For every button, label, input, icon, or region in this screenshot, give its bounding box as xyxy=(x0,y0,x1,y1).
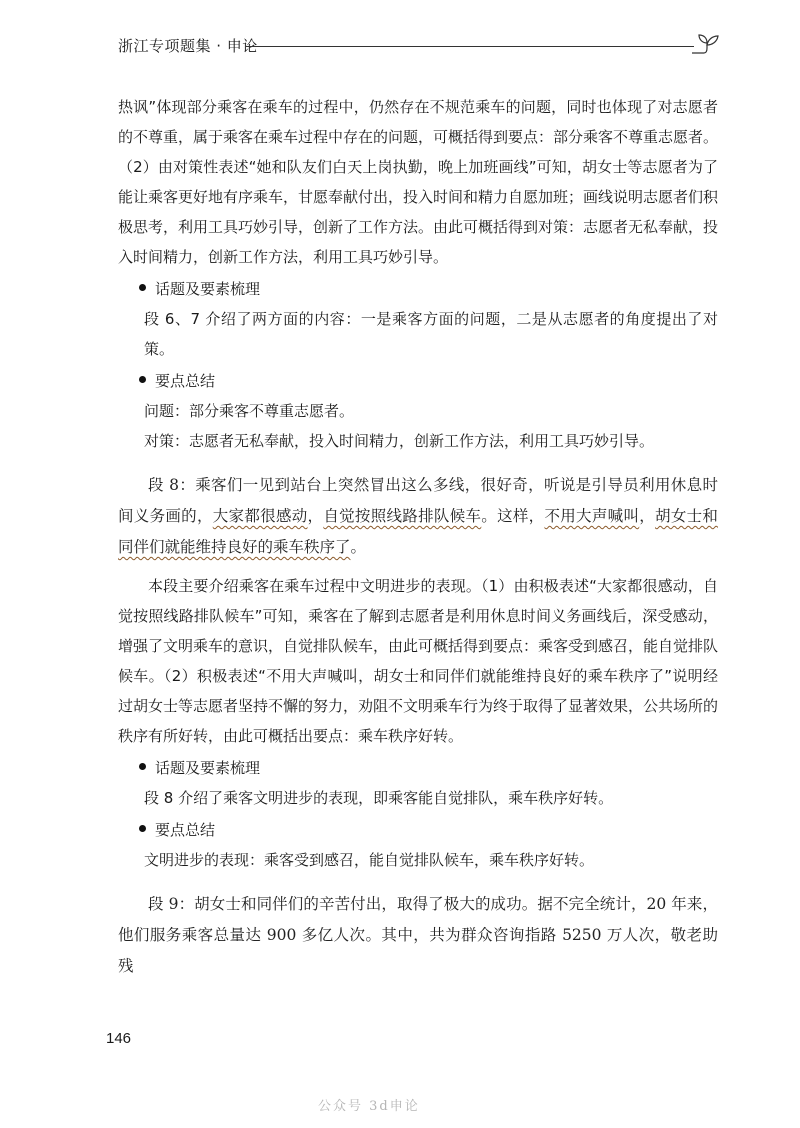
watermark: 公众号 3d申论 xyxy=(318,1099,420,1114)
source-paragraph-9: 段 9：胡女士和同伴们的辛苦付出，取得了极大的成功。据不完全统计，20 年来，他们服务乘客总量达 900 多亿人次。其中，共为群众咨询指路 5250 万人次，敬老助残 xyxy=(118,895,718,975)
para8-text: 段 8：乘客们一见到站台上突然冒出这么多线，很好奇，听说是引导员利用休息时间义务画的， xyxy=(118,476,718,525)
analysis-paragraph-6-7: 热讽”体现部分乘客在乘车的过程中，仍然存在不规范乘车的问题，同时也体现了对志愿者的不尊重，属于乘客在乘车过程中存在的问题，可概括得到要点：部分乘客不尊重志愿者。（2）由对策性表述“她和队友们白天上岗执勤，晚上加班画线”可知，胡女士等志愿者为了能让乘客更好地有序乘车，甘愿奉献付出，投入时间和精力自愿加班；画线说明志愿者们积极思考，利用工具巧妙引导，创新了工作方法。由此可概括得到对策：志愿者无私奉献，投入时间精力，创新工作方法，利用工具巧妙引导。 xyxy=(118,98,719,266)
topic-text: 段 6、7 介绍了两方面的内容：一是乘客方面的问题，二是从志愿者的角度提出了对策。 xyxy=(144,310,718,358)
bullet-topic-label: 话题及要素梳理 xyxy=(155,759,261,777)
header-rule xyxy=(246,46,694,47)
bullet-summary-label: 要点总结 xyxy=(155,821,216,839)
para8-text: 。 xyxy=(350,538,367,556)
source-paragraph-8 xyxy=(118,470,718,563)
para8-text: ， xyxy=(307,507,324,525)
bullet-dot-icon xyxy=(139,376,146,383)
para8-underlined-4: 胡女士和同伴们就能维持良好的乘车秩序了 xyxy=(118,507,718,556)
sprout-icon xyxy=(690,33,724,55)
para8-underlined-2: 自觉按照线路排队候车 xyxy=(323,507,482,525)
para8-text: 。这样， xyxy=(481,507,545,525)
summary-problem: 问题：部分乘客不尊重志愿者。 xyxy=(144,402,355,420)
bullet-dot-icon xyxy=(139,284,146,291)
bullet-summary-heading xyxy=(118,815,718,845)
bullet-topic-heading xyxy=(118,753,718,783)
bullet-summary-label: 要点总结 xyxy=(155,372,216,390)
bullet-topic-heading xyxy=(118,274,718,304)
analysis-paragraph-8: 本段主要介绍乘客在乘车过程中文明进步的表现。（1）由积极表述“大家都很感动，自觉按照线路排队候车”可知，乘客在了解到志愿者是利用休息时间义务画线后，深受感动，增强了文明乘车的意识，自觉排队候车，由此可概括得到要点：乘客受到感召，能自觉排队候车。（2）积极表述“不用大声喊叫，胡女士和同伴们就能维持良好的乘车秩序了”说明经过胡女士等志愿者坚持不懈的努力，劝阻不文明乘车行为终于取得了显著效果，公共场所的秩序有所好转，由此可概括出要点：乘车秩序好转。 xyxy=(118,577,719,745)
page-number: 146 xyxy=(106,1030,132,1047)
bullet-topic-label: 话题及要素梳理 xyxy=(155,280,261,298)
page-content xyxy=(118,92,718,982)
summary-progress: 文明进步的表现：乘客受到感召，能自觉排队候车，乘车秩序好转。 xyxy=(144,851,595,869)
bullet-dot-icon xyxy=(139,825,146,832)
para8-underlined-3: 不用大声喊叫 xyxy=(544,507,640,525)
bullet-summary-heading xyxy=(118,366,718,396)
topic-text: 段 8 介绍了乘客文明进步的表现，即乘客能自觉排队，乘车秩序好转。 xyxy=(144,789,614,807)
summary-solution: 对策：志愿者无私奉献，投入时间精力，创新工作方法，利用工具巧妙引导。 xyxy=(144,432,655,450)
para8-underlined-1: 大家都很感动 xyxy=(212,507,308,525)
header-title: 浙江专项题集 · 申论 xyxy=(118,37,258,55)
para8-text: ， xyxy=(639,507,656,525)
bullet-dot-icon xyxy=(139,763,146,770)
page-header xyxy=(118,33,718,63)
